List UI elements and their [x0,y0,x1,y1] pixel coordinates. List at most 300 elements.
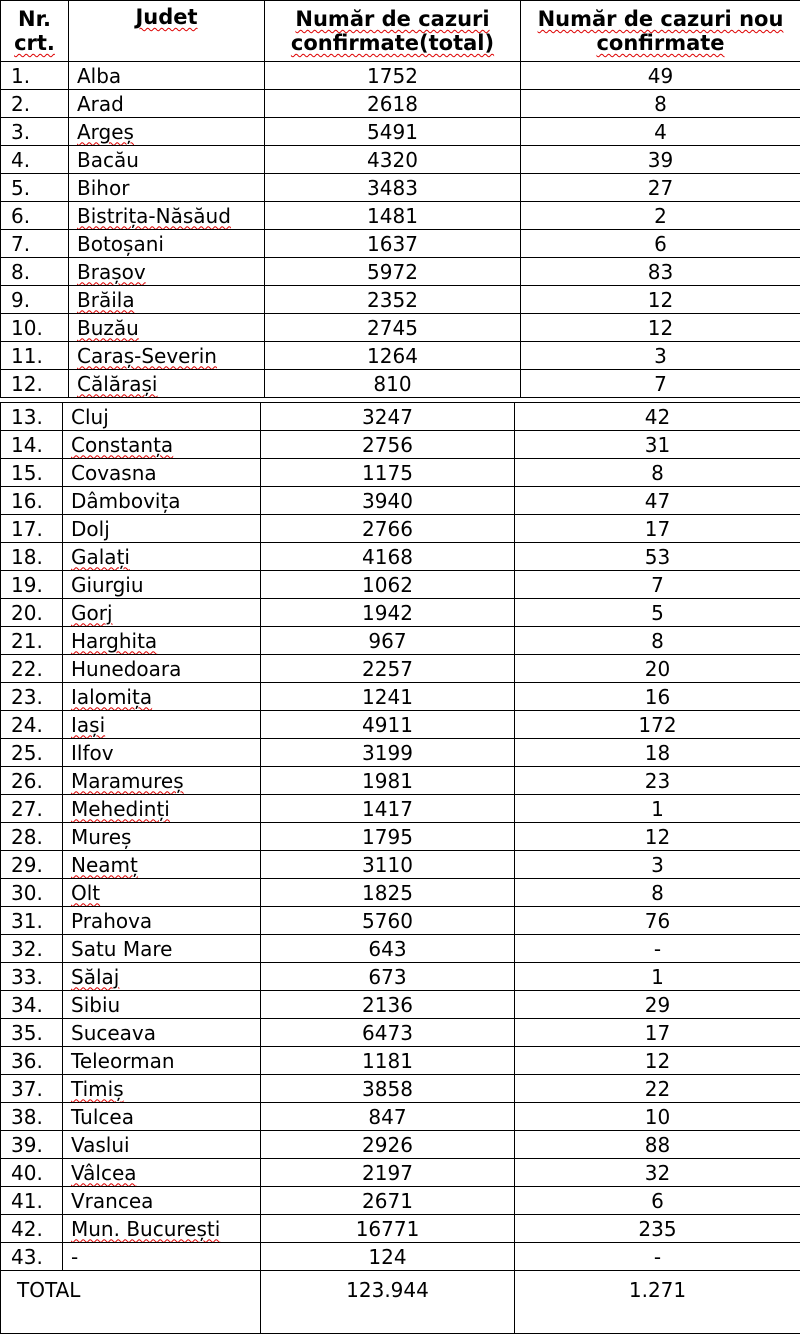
new-cases-text: 16 [645,685,670,709]
row-number-text: 21. [11,629,43,653]
table-row [1,118,800,146]
row-number-text: 28. [11,825,43,849]
row-number [1,683,63,711]
total-cases [261,711,515,739]
county-name-text: Teleorman [71,1049,175,1073]
county-name-text: Iași [71,713,105,737]
county-name-text: Gorj [71,601,113,625]
county-name [63,711,261,739]
row-number [1,487,63,515]
row-number-text: 9. [11,288,30,312]
new-cases [515,1243,800,1271]
row-number [1,342,69,370]
header-new-line2: confirmate [521,31,800,55]
total-cases [265,230,521,258]
row-number-text: 39. [11,1133,43,1157]
county-name-text: Argeș [77,120,134,144]
new-cases-text: 8 [651,461,664,485]
total-cases-text: 1062 [362,573,413,597]
new-cases-text: 235 [638,1217,676,1241]
county-name-text: Cluj [71,405,109,429]
total-cases-text: 4911 [362,713,413,737]
header-row [1,1,800,62]
new-cases-text: 17 [645,1021,670,1045]
table-row [1,767,800,795]
row-number-text: 19. [11,573,43,597]
county-name [63,459,261,487]
table-row [1,543,800,571]
row-number [1,202,69,230]
total-cases [261,1019,515,1047]
row-number-text: 14. [11,433,43,457]
table-row [1,739,800,767]
county-name-text: Vâlcea [71,1161,137,1185]
row-number-text: 43. [11,1245,43,1269]
total-cases [261,1159,515,1187]
county-name-text: Hunedoara [71,657,181,681]
row-number-text: 12. [11,372,43,396]
cases-table-bottom [0,402,800,1334]
total-cases-sum: 123.944 [261,1271,515,1334]
total-cases [261,879,515,907]
total-cases [261,991,515,1019]
new-cases [515,571,800,599]
row-number-text: 33. [11,965,43,989]
county-name-text: Mureș [71,825,131,849]
row-number-text: 1. [11,64,30,88]
total-cases-text: 4168 [362,545,413,569]
total-cases-text: 4320 [367,148,418,172]
row-number [1,711,63,739]
total-cases [261,515,515,543]
county-name-text: Călărași [77,372,158,396]
table-row [1,487,800,515]
county-name [63,1047,261,1075]
total-cases-text: 847 [368,1105,406,1129]
total-cases [265,202,521,230]
row-number [1,431,63,459]
total-cases-text: 6473 [362,1021,413,1045]
total-cases-text: 1942 [362,601,413,625]
total-cases-text: 1241 [362,685,413,709]
new-cases-text: 12 [645,1049,670,1073]
total-cases-text: 2766 [362,517,413,541]
row-number [1,174,69,202]
county-name [63,543,261,571]
new-cases-text: 8 [651,881,664,905]
row-number [1,1187,63,1215]
new-cases [515,907,800,935]
new-cases-text: 3 [651,853,664,877]
new-cases [521,370,800,398]
county-name [63,683,261,711]
row-number-text: 38. [11,1105,43,1129]
new-cases-text: 12 [648,316,673,340]
total-cases-text: 3110 [362,853,413,877]
total-cases [261,431,515,459]
total-cases [261,1187,515,1215]
new-cases-text: 6 [651,1189,664,1213]
total-cases [261,599,515,627]
row-number [1,1131,63,1159]
table-row [1,342,800,370]
row-number-text: 8. [11,260,30,284]
table-row [1,90,800,118]
total-cases-text: 2352 [367,288,418,312]
county-name-text: Suceava [71,1021,156,1045]
county-name-text: Neamț [71,853,138,877]
new-cases-text: 20 [645,657,670,681]
county-name-text: Covasna [71,461,157,485]
total-cases [265,314,521,342]
new-cases [515,767,800,795]
row-number-text: 29. [11,853,43,877]
row-number-text: 30. [11,881,43,905]
table-row [1,935,800,963]
row-number [1,795,63,823]
total-cases [265,174,521,202]
new-cases [515,1159,800,1187]
county-name [69,314,265,342]
total-cases [261,907,515,935]
row-number [1,370,69,398]
new-cases [515,963,800,991]
county-name-text: Olt [71,881,100,905]
table-row [1,403,800,431]
cases-table-top [0,0,800,398]
table-row [1,202,800,230]
total-cases-text: 3199 [362,741,413,765]
table-row [1,991,800,1019]
new-cases-text: 2 [654,204,667,228]
total-cases-text: 2745 [367,316,418,340]
row-number-text: 25. [11,741,43,765]
new-cases-text: - [654,1245,661,1269]
county-name [63,739,261,767]
row-number [1,515,63,543]
table-row [1,907,800,935]
new-cases-text: 12 [648,288,673,312]
row-number [1,963,63,991]
new-cases-text: 42 [645,405,670,429]
total-cases-text: 1981 [362,769,413,793]
county-name-text: Ilfov [71,741,114,765]
county-name-text: Arad [77,92,124,116]
total-cases [261,403,515,431]
county-name [63,1243,261,1271]
new-cases-text: 17 [645,517,670,541]
header-new [521,1,800,62]
new-cases [521,314,800,342]
total-cases [261,571,515,599]
new-cases-text: 23 [645,769,670,793]
county-name-text: Tulcea [71,1105,134,1129]
table-row [1,1103,800,1131]
row-number-text: 17. [11,517,43,541]
header-judet: Judet [69,1,265,62]
new-cases-sum: 1.271 [515,1271,800,1334]
total-cases-text: 967 [368,629,406,653]
new-cases [521,342,800,370]
new-cases-text: 39 [648,148,673,172]
total-cases-text: 1481 [367,204,418,228]
row-number [1,739,63,767]
new-cases [515,543,800,571]
row-number [1,146,69,174]
county-name [63,403,261,431]
county-name [69,286,265,314]
county-name [63,1103,261,1131]
county-name-text: Prahova [71,909,152,933]
new-cases [515,851,800,879]
county-name [69,62,265,90]
table-row [1,1019,800,1047]
row-number-text: 13. [11,405,43,429]
new-cases-text: 18 [645,741,670,765]
county-name [69,342,265,370]
new-cases [515,1131,800,1159]
new-cases-text: 32 [645,1161,670,1185]
row-number-text: 7. [11,232,30,256]
table-row [1,1131,800,1159]
row-number-text: 37. [11,1077,43,1101]
county-name [63,515,261,543]
row-number [1,1243,63,1271]
top-table-body [1,62,800,398]
county-name [63,907,261,935]
county-name-text: Harghita [71,629,157,653]
county-name-text: Dolj [71,517,110,541]
row-number [1,991,63,1019]
table-row [1,459,800,487]
county-name-text: Ialomița [71,685,152,709]
row-number-text: 27. [11,797,43,821]
row-number [1,935,63,963]
row-number-text: 32. [11,937,43,961]
county-name [63,599,261,627]
total-cases-text: 1417 [362,797,413,821]
table-row [1,62,800,90]
total-cases-text: 16771 [356,1217,420,1241]
table-row [1,431,800,459]
new-cases [515,739,800,767]
total-cases [261,543,515,571]
row-number [1,230,69,258]
new-cases-text: 10 [645,1105,670,1129]
table-row [1,1187,800,1215]
table-row [1,1243,800,1271]
new-cases [515,1047,800,1075]
total-cases-text: 3858 [362,1077,413,1101]
county-name-text: - [71,1245,78,1269]
total-cases-text: 2257 [362,657,413,681]
header-total [265,1,521,62]
row-number [1,627,63,655]
county-name [69,146,265,174]
table-row [1,823,800,851]
county-name-text: Sibiu [71,993,120,1017]
new-cases [515,1103,800,1131]
bottom-table-body [1,403,800,1334]
table-row [1,515,800,543]
total-cases [261,823,515,851]
row-number-text: 35. [11,1021,43,1045]
table-row [1,286,800,314]
row-number [1,879,63,907]
new-cases-text: 3 [654,344,667,368]
county-name [63,851,261,879]
table-row [1,879,800,907]
total-cases-text: 3940 [362,489,413,513]
county-name [69,370,265,398]
row-number [1,907,63,935]
total-cases [265,146,521,174]
total-cases-text: 1175 [362,461,413,485]
total-cases-text: 1181 [362,1049,413,1073]
total-cases [265,342,521,370]
row-number-text: 36. [11,1049,43,1073]
table-row [1,174,800,202]
row-number-text: 3. [11,120,30,144]
row-number [1,118,69,146]
row-number-text: 2. [11,92,30,116]
county-name [63,823,261,851]
header-new-line1: Număr de cazuri nou [521,7,800,31]
row-number [1,571,63,599]
total-cases [265,286,521,314]
new-cases-text: 5 [651,601,664,625]
county-name [63,795,261,823]
new-cases [515,1075,800,1103]
total-cases-text: 5491 [367,120,418,144]
new-cases-text: 49 [648,64,673,88]
table-row [1,1215,800,1243]
row-number-text: 20. [11,601,43,625]
total-cases-text: 3247 [362,405,413,429]
row-number [1,823,63,851]
total-cases [261,487,515,515]
row-number-text: 18. [11,545,43,569]
new-cases [521,202,800,230]
county-name [63,627,261,655]
county-name-text: Galați [71,545,130,569]
county-name [69,174,265,202]
total-cases-text: 2136 [362,993,413,1017]
new-cases [515,403,800,431]
table-row [1,258,800,286]
total-cases-text: 2618 [367,92,418,116]
new-cases [515,487,800,515]
new-cases [521,118,800,146]
new-cases-text: 76 [645,909,670,933]
total-cases [265,90,521,118]
county-name-text: Bacău [77,148,139,172]
county-name-text: Caraș-Severin [77,344,217,368]
new-cases [515,991,800,1019]
table-row [1,795,800,823]
new-cases-text: 12 [645,825,670,849]
row-number [1,1215,63,1243]
row-number [1,314,69,342]
new-cases [515,1019,800,1047]
total-cases-text: 1795 [362,825,413,849]
county-name [63,879,261,907]
row-number-text: 24. [11,713,43,737]
total-cases-text: 2756 [362,433,413,457]
table-row [1,711,800,739]
county-name-text: Bistrița-Năsăud [77,204,231,228]
row-number-text: 11. [11,344,43,368]
total-label: TOTAL [1,1271,261,1334]
total-cases-text: 673 [368,965,406,989]
new-cases [515,627,800,655]
total-cases [261,963,515,991]
county-name [63,1159,261,1187]
county-name [63,963,261,991]
total-cases [261,655,515,683]
total-cases-text: 1637 [367,232,418,256]
row-number-text: 15. [11,461,43,485]
county-name [63,1215,261,1243]
new-cases [515,935,800,963]
new-cases-text: 29 [645,993,670,1017]
table-row [1,963,800,991]
total-cases [265,370,521,398]
new-cases-text: 172 [638,713,676,737]
total-cases [261,1047,515,1075]
header-nr-line1: Nr. [1,7,68,31]
row-number [1,459,63,487]
new-cases-text: 1 [651,965,664,989]
total-cases [261,795,515,823]
new-cases [521,62,800,90]
row-number-text: 34. [11,993,43,1017]
county-name-text: Mun. București [71,1217,220,1241]
row-number-text: 4. [11,148,30,172]
row-number [1,1075,63,1103]
total-cases-text: 5972 [367,260,418,284]
new-cases [515,879,800,907]
table-row [1,230,800,258]
new-cases-text: 47 [645,489,670,513]
county-name-text: Brăila [77,288,135,312]
new-cases-text: 4 [654,120,667,144]
county-name [63,487,261,515]
row-number-text: 6. [11,204,30,228]
new-cases [521,230,800,258]
county-name [63,431,261,459]
total-cases [261,1243,515,1271]
total-cases [261,1075,515,1103]
table-row [1,146,800,174]
total-cases-text: 643 [368,937,406,961]
table-row [1,1047,800,1075]
table-row [1,370,800,398]
county-name [69,230,265,258]
total-cases [261,627,515,655]
new-cases [515,1215,800,1243]
table-row [1,599,800,627]
total-cases [261,935,515,963]
new-cases [515,823,800,851]
new-cases [515,683,800,711]
new-cases-text: 88 [645,1133,670,1157]
total-cases-text: 810 [373,372,411,396]
table-row [1,683,800,711]
row-number-text: 16. [11,489,43,513]
header-nr-line2: crt. [1,31,68,55]
row-number [1,1019,63,1047]
